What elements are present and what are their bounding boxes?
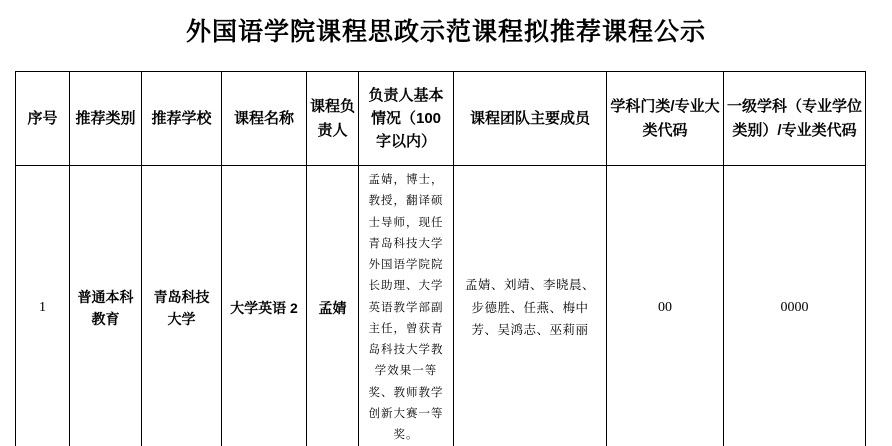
cell-leader-profile: 孟婧，博士，教授，翻译硕士导师，现任青岛科技大学外国语学院院长助理、大学英语教学部副主任，曾获青岛科技大学教学效果一等奖、教师教学创新大赛一等奖。 — [359, 166, 454, 446]
cell-category: 普通本科教育 — [70, 166, 142, 446]
col-header-category: 推荐类别 — [70, 72, 142, 166]
col-header-leader-profile: 负责人基本情况（100 字以内） — [359, 72, 454, 166]
cell-discipline-code: 00 — [607, 166, 724, 446]
course-announcement-table — [15, 71, 866, 446]
col-header-major-code: 一级学科（专业学位类别）/专业类代码 — [724, 72, 866, 166]
cell-school: 青岛科技大学 — [142, 166, 222, 446]
cell-major-code: 0000 — [724, 166, 866, 446]
col-header-course-name: 课程名称 — [222, 72, 307, 166]
col-header-leader: 课程负责人 — [307, 72, 359, 166]
col-header-serial: 序号 — [16, 72, 70, 166]
cell-course-name: 大学英语 2 — [222, 166, 307, 446]
col-header-team-members: 课程团队主要成员 — [454, 72, 607, 166]
page-title: 外国语学院课程思政示范课程拟推荐课程公示 — [185, 18, 706, 46]
cell-team-members: 孟婧、刘靖、李晓晨、步德胜、任燕、梅中芳、吴鸿志、巫莉丽 — [454, 166, 607, 446]
cell-serial: 1 — [16, 166, 70, 446]
col-header-school: 推荐学校 — [142, 72, 222, 166]
col-header-discipline-code: 学科门类/专业大类代码 — [607, 72, 724, 166]
table-row — [16, 166, 866, 446]
table-header-row — [16, 72, 866, 166]
cell-leader: 孟婧 — [307, 166, 359, 446]
